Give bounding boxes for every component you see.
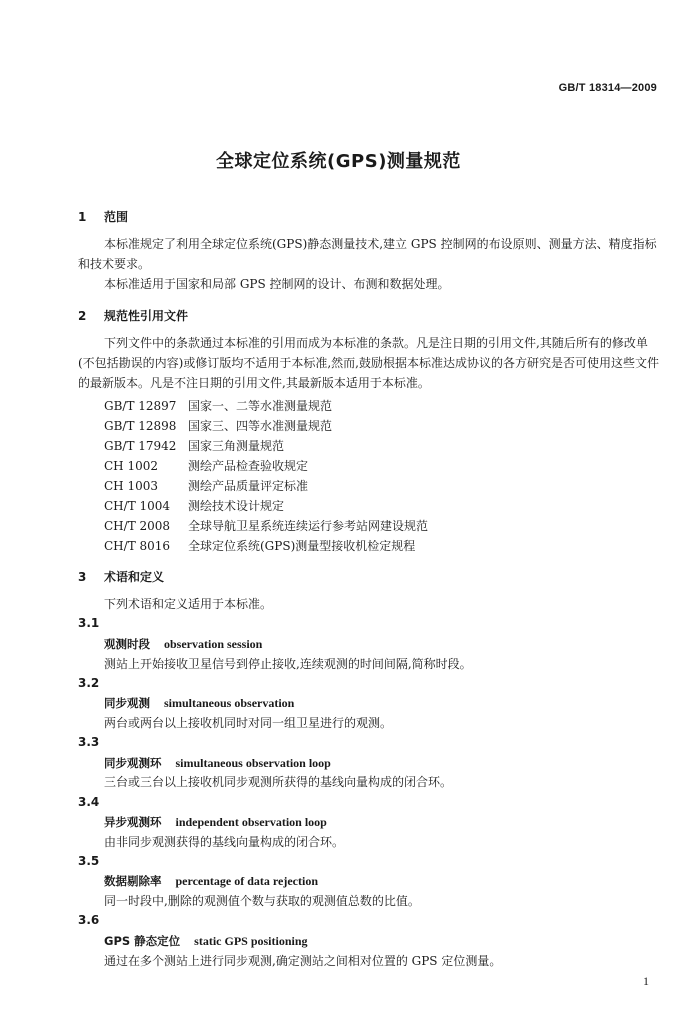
reference-title: 全球定位系统(GPS)测量型接收机检定规程: [188, 539, 416, 553]
term-heading: [104, 755, 331, 771]
section-3-number: 3: [78, 570, 87, 584]
reference-title: 测绘技术设计规定: [188, 499, 285, 513]
reference-item: [104, 537, 415, 554]
term-definition: 由非同步观测获得的基线向量构成的闭合环。: [104, 835, 345, 849]
term-zh: 数据剔除率: [104, 874, 162, 888]
term-en: simultaneous observation loop: [175, 756, 331, 770]
section-3-heading: [78, 568, 164, 585]
term-en: observation session: [164, 637, 263, 651]
reference-title: 国家一、二等水准测量规范: [188, 399, 333, 413]
section-1-title: 范围: [104, 210, 129, 224]
term-definition: 三台或三台以上接收机同步观测所获得的基线向量构成的闭合环。: [104, 775, 453, 789]
term-number: 3.3: [78, 735, 100, 749]
reference-title: 测绘产品质量评定标准: [188, 479, 309, 493]
reference-code: CH/T 8016: [104, 539, 171, 553]
term-zh: 异步观测环: [104, 815, 162, 829]
section-1-para-1: 本标准规定了利用全球定位系统(GPS)静态测量技术,建立 GPS 控制网的布设原则、测量方法、精度指标和技术要求。: [78, 237, 657, 271]
term-en: percentage of data rejection: [175, 874, 319, 888]
term-en: independent observation loop: [175, 815, 327, 829]
term-number: 3.5: [78, 854, 100, 868]
term-heading: [104, 695, 294, 711]
term-zh: 同步观测环: [104, 756, 162, 770]
page-number: 1: [643, 974, 649, 988]
reference-code: CH/T 2008: [104, 519, 171, 533]
reference-title: 测绘产品检查验收规定: [188, 459, 309, 473]
term-heading: [104, 933, 308, 949]
section-2-title: 规范性引用文件: [104, 309, 189, 323]
term-en: static GPS positioning: [194, 934, 308, 948]
term-zh: 同步观测: [104, 696, 150, 710]
section-3-intro: 下列术语和定义适用于本标准。: [104, 597, 273, 611]
term-definition: 通过在多个测站上进行同步观测,确定测站之间相对位置的 GPS 定位测量。: [104, 954, 502, 968]
reference-item: [104, 517, 428, 534]
term-number: 3.1: [78, 616, 100, 630]
reference-item: [104, 397, 332, 414]
section-1-para-2: 本标准适用于国家和局部 GPS 控制网的设计、布测和数据处理。: [104, 277, 450, 291]
term-heading: [104, 814, 327, 830]
reference-title: 国家三角测量规范: [188, 439, 285, 453]
reference-item: [104, 437, 284, 454]
reference-item: [104, 417, 332, 434]
standard-code: GB/T 18314—2009: [558, 82, 657, 94]
section-2-para: 下列文件中的条款通过本标准的引用而成为本标准的条款。凡是注日期的引用文件,其随后所有的修改单(不包括勘误的内容)或修订版均不适用于本标准,然而,鼓励根据本标准达成协议的各方研究是否可使用这些文件的最新版本。凡是不注日期的引用文件,其最新版本适用于本标准。: [78, 336, 659, 390]
reference-code: GB/T 12898: [104, 419, 177, 433]
document-title: 全球定位系统(GPS)测量规范: [216, 151, 461, 172]
term-definition: 同一时段中,删除的观测值个数与获取的观测值总数的比值。: [104, 894, 420, 908]
term-definition: 测站上开始接收卫星信号到停止接收,连续观测的时间间隔,简称时段。: [104, 657, 472, 671]
reference-item: [104, 457, 308, 474]
term-en: simultaneous observation: [164, 696, 295, 710]
term-zh: GPS 静态定位: [104, 934, 181, 948]
section-2-heading: [78, 307, 188, 324]
term-heading: [104, 873, 318, 889]
term-number: 3.6: [78, 913, 100, 927]
reference-item: [104, 497, 284, 514]
reference-code: CH 1003: [104, 479, 158, 493]
section-2-number: 2: [78, 309, 87, 323]
term-heading: [104, 636, 262, 652]
reference-item: [104, 477, 308, 494]
reference-code: GB/T 17942: [104, 439, 177, 453]
term-number: 3.2: [78, 676, 100, 690]
section-1-heading: [78, 208, 128, 225]
section-3-title: 术语和定义: [104, 570, 165, 584]
term-zh: 观测时段: [104, 637, 150, 651]
reference-title: 国家三、四等水准测量规范: [188, 419, 333, 433]
term-definition: 两台或两台以上接收机同时对同一组卫星进行的观测。: [104, 716, 393, 730]
reference-code: CH 1002: [104, 459, 158, 473]
reference-code: CH/T 1004: [104, 499, 171, 513]
reference-title: 全球导航卫星系统连续运行参考站网建设规范: [188, 519, 429, 533]
reference-code: GB/T 12897: [104, 399, 177, 413]
section-1-number: 1: [78, 210, 87, 224]
term-number: 3.4: [78, 795, 100, 809]
